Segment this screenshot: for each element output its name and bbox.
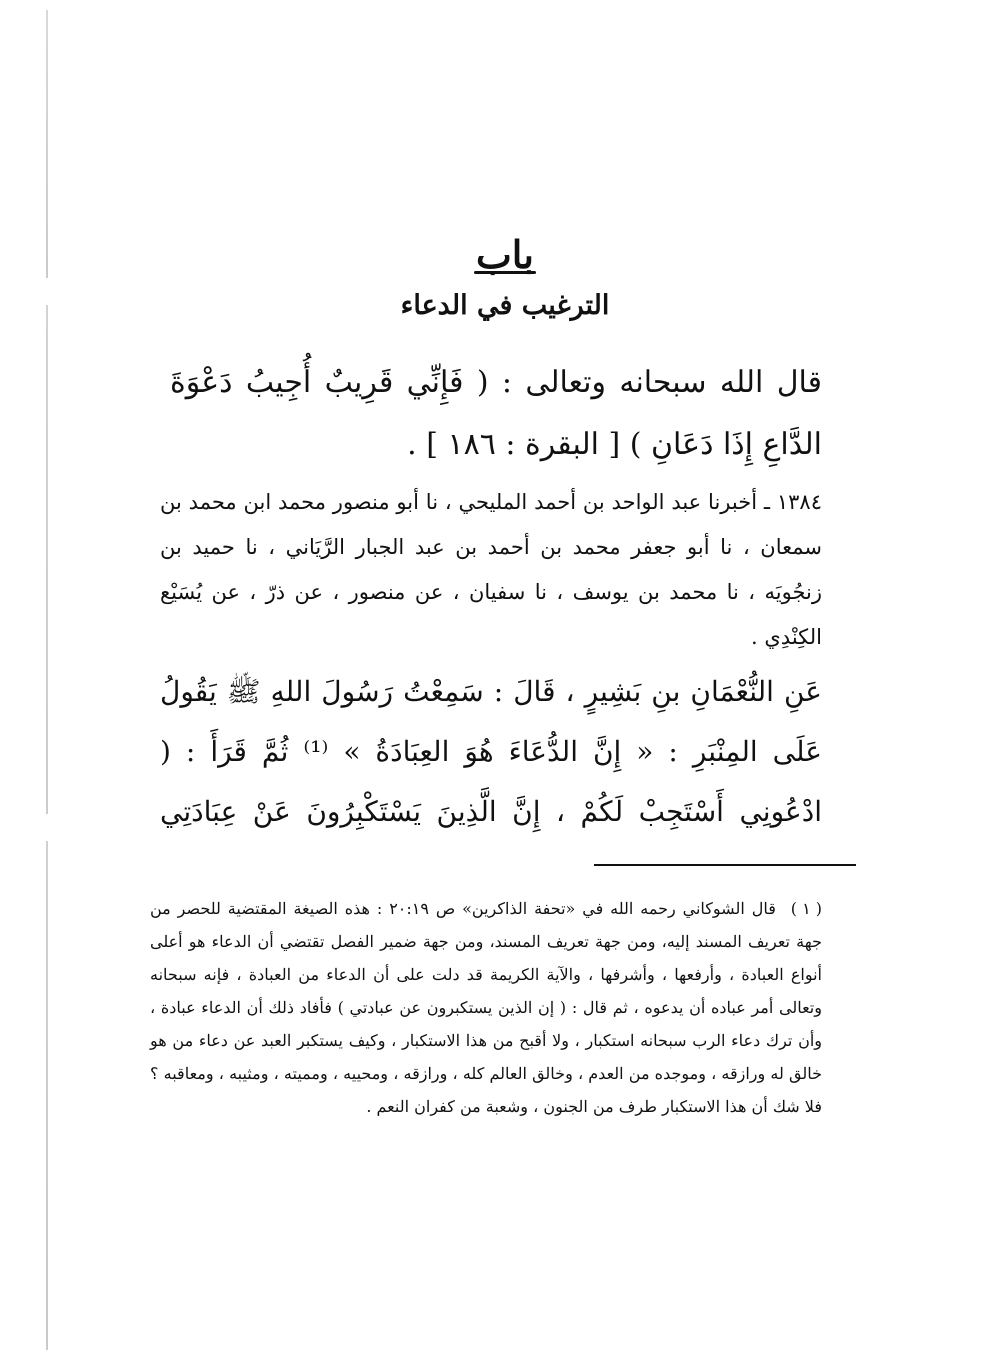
chapter-word: باب [476, 232, 534, 277]
footnote [150, 892, 822, 1123]
quran-verse: قال الله سبحانه وتعالى : ( فَإِنِّي قَرِيبٌ أُجِيبُ دَعْوَةَ الدَّاعِ إِذَا دَعَانِ ) [ البقرة : ١٨٦ ] . [170, 365, 822, 462]
scan-binding-edge [46, 10, 48, 1350]
hadith-matn: عَنِ النُّعْمَانِ بنِ بَشِيرٍ ، قَالَ : سَمِعْتُ رَسُولَ اللهِ ﷺ يَقُولُ عَلَى المِنْبَرِ : « إِنَّ الدُّعَاءَ هُوَ العِبَادَةُ » ⁽¹⁾ ثُمَّ قَرَأَ : ( ادْعُونِي أَسْتَجِبْ لَكُمْ ، إِنَّ الَّذِينَ يَسْتَكْبِرُونَ عَنْ عِبَادَتِي [160, 675, 822, 828]
footnote-divider [594, 864, 856, 866]
footnote-text: قال الشوكاني رحمه الله في «تحفة الذاكرين» ص ٢٠:١٩ : هذه الصيغة المقتضية للحصر من جهة تعريف المسند إليه، ومن جهة تعريف المسند، ومن جهة ضمير الفصل تقتضي أن الدعاء هو أعلى أنواع العبادة ، وأرفعها ، وأشرفها ، والآية الكريمة قد دلت على أن الدعاء من العبادة ، فإنه سبحانه وتعالى أمر عباده أن يدعوه ، ثم قال : ( إن الذين يستكبرون عن عبادتي ) فأفاد ذلك أن الدعاء عبادة ، وأن ترك دعاء الرب سبحانه استكبار ، ولا أقبح من هذا الاستكبار ، وكيف يستكبر العبد عن دعاء من هو خالق له ورازقه ، وموجده من العدم ، وخالق العالم كله ، ورازقه ، ومحييه ، ومميته ، ومثيبه ، ومعاقبه ؟ فلا شك أن هذا الاستكبار طرف من الجنون ، وشعبة من كفران النعم . [150, 899, 822, 1116]
chapter-title: الترغيب في الدعاء [400, 290, 610, 321]
hadith-isnad: ١٣٨٤ ـ أخبرنا عبد الواحد بن أحمد المليحي ، نا أبو منصور محمد ابن محمد بن سمعان ، نا أبو جعفر محمد بن أحمد بن عبد الجبار الرَّيَاني ، نا حميد بن زنجُويَه ، نا محمد بن يوسف ، نا سفيان ، عن منصور ، عن ذرّ ، عن يُسَيْع الكِنْدِي . [160, 490, 822, 649]
chapter-heading [160, 232, 850, 277]
footnote-number: ( ١ ) [790, 899, 823, 918]
